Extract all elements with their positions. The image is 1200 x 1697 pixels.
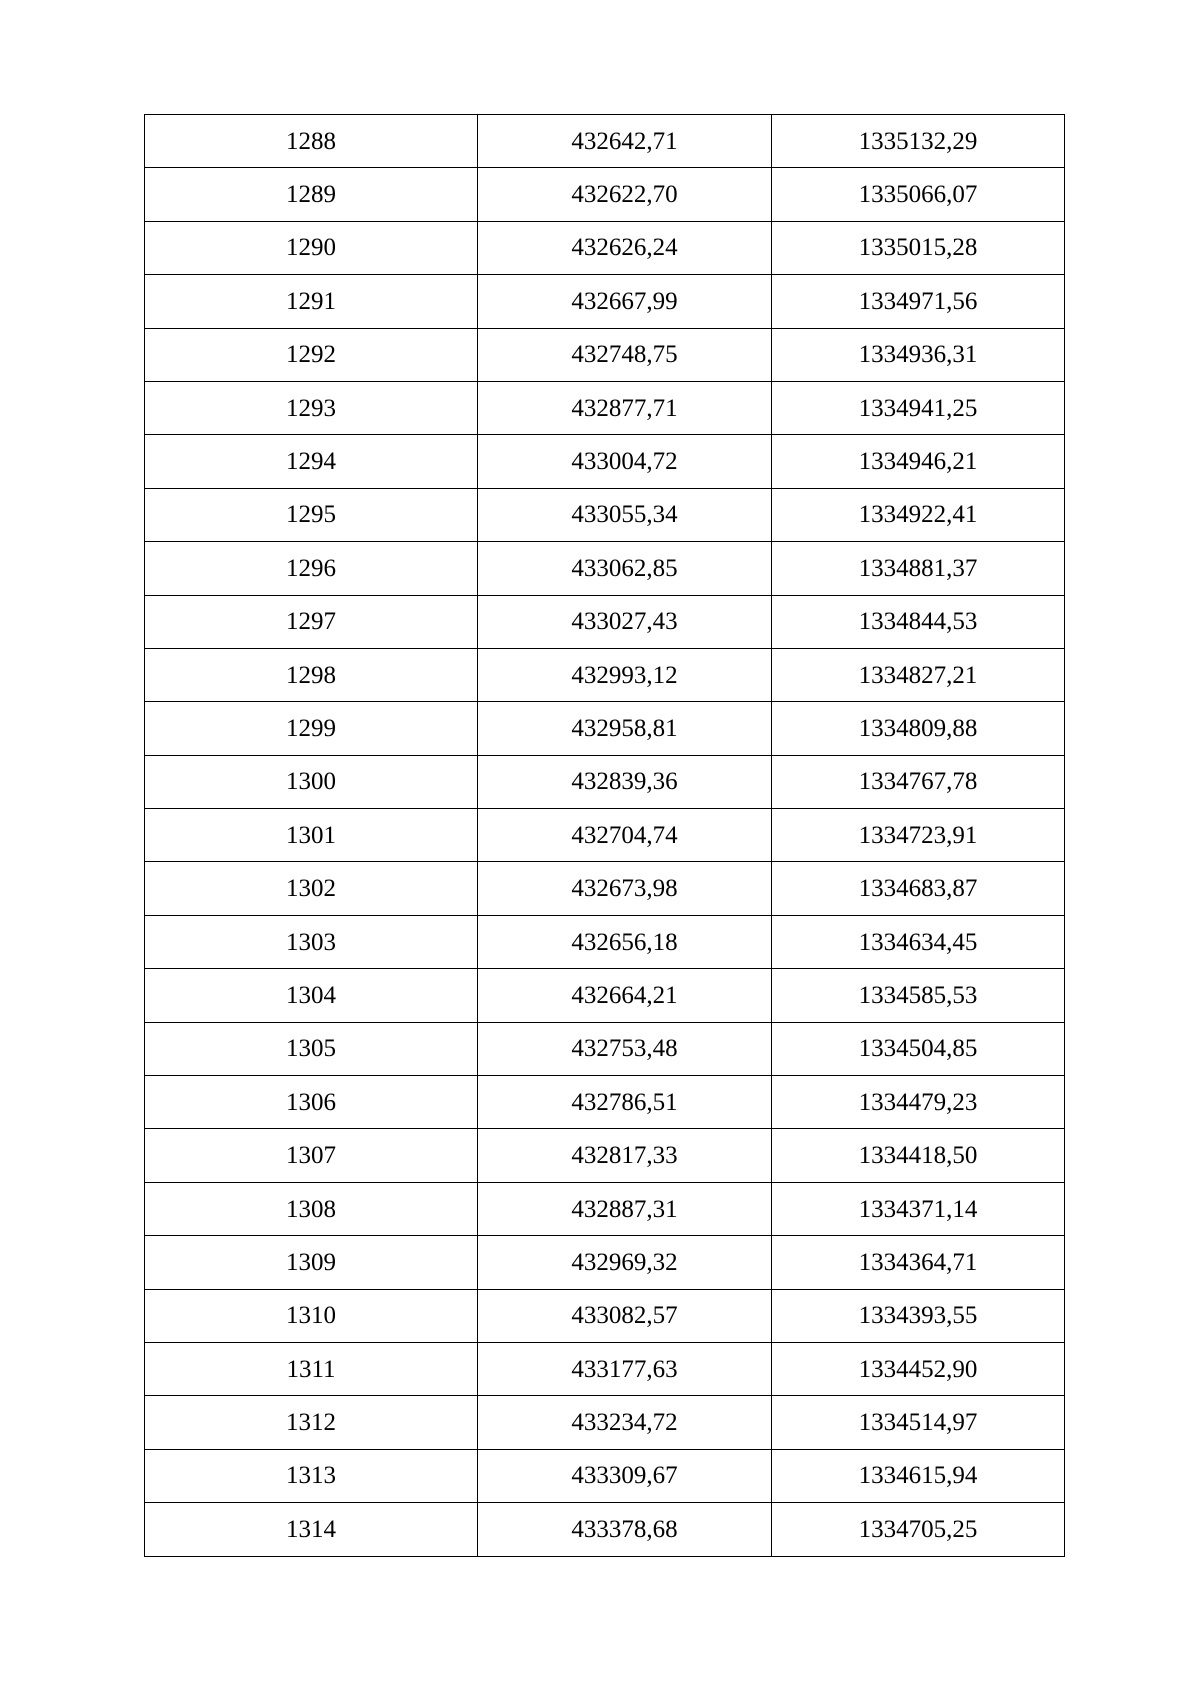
point-number-cell: 1289	[145, 168, 478, 221]
y-coordinate-cell: 1334452,90	[772, 1342, 1065, 1395]
table-row	[145, 1449, 1065, 1502]
x-coordinate-cell: 432622,70	[478, 168, 772, 221]
y-coordinate-cell: 1334371,14	[772, 1182, 1065, 1235]
y-coordinate-cell: 1334827,21	[772, 648, 1065, 701]
y-coordinate-cell: 1334615,94	[772, 1449, 1065, 1502]
y-coordinate-cell: 1334418,50	[772, 1129, 1065, 1182]
x-coordinate-cell: 433062,85	[478, 542, 772, 595]
coordinates-table-body	[145, 115, 1065, 1557]
x-coordinate-cell: 432667,99	[478, 275, 772, 328]
table-row	[145, 1342, 1065, 1395]
point-number-cell: 1303	[145, 915, 478, 968]
point-number-cell: 1305	[145, 1022, 478, 1075]
y-coordinate-cell: 1334941,25	[772, 381, 1065, 434]
coordinates-table	[144, 114, 1065, 1557]
y-coordinate-cell: 1334971,56	[772, 275, 1065, 328]
x-coordinate-cell: 432673,98	[478, 862, 772, 915]
point-number-cell: 1314	[145, 1503, 478, 1556]
x-coordinate-cell: 433234,72	[478, 1396, 772, 1449]
table-row	[145, 168, 1065, 221]
table-row	[145, 1076, 1065, 1129]
point-number-cell: 1288	[145, 115, 478, 168]
table-row	[145, 328, 1065, 381]
x-coordinate-cell: 432887,31	[478, 1182, 772, 1235]
x-coordinate-cell: 433082,57	[478, 1289, 772, 1342]
point-number-cell: 1292	[145, 328, 478, 381]
x-coordinate-cell: 432969,32	[478, 1236, 772, 1289]
x-coordinate-cell: 433177,63	[478, 1342, 772, 1395]
point-number-cell: 1311	[145, 1342, 478, 1395]
point-number-cell: 1304	[145, 969, 478, 1022]
y-coordinate-cell: 1334922,41	[772, 488, 1065, 541]
table-row	[145, 755, 1065, 808]
point-number-cell: 1307	[145, 1129, 478, 1182]
x-coordinate-cell: 432877,71	[478, 381, 772, 434]
table-row	[145, 435, 1065, 488]
x-coordinate-cell: 432817,33	[478, 1129, 772, 1182]
y-coordinate-cell: 1335132,29	[772, 115, 1065, 168]
point-number-cell: 1298	[145, 648, 478, 701]
x-coordinate-cell: 432958,81	[478, 702, 772, 755]
x-coordinate-cell: 433309,67	[478, 1449, 772, 1502]
table-row	[145, 1236, 1065, 1289]
point-number-cell: 1295	[145, 488, 478, 541]
point-number-cell: 1293	[145, 381, 478, 434]
table-row	[145, 488, 1065, 541]
table-row	[145, 1396, 1065, 1449]
point-number-cell: 1308	[145, 1182, 478, 1235]
x-coordinate-cell: 432656,18	[478, 915, 772, 968]
x-coordinate-cell: 432626,24	[478, 221, 772, 274]
table-row	[145, 595, 1065, 648]
y-coordinate-cell: 1334705,25	[772, 1503, 1065, 1556]
y-coordinate-cell: 1335015,28	[772, 221, 1065, 274]
y-coordinate-cell: 1334393,55	[772, 1289, 1065, 1342]
x-coordinate-cell: 432839,36	[478, 755, 772, 808]
y-coordinate-cell: 1334946,21	[772, 435, 1065, 488]
y-coordinate-cell: 1334844,53	[772, 595, 1065, 648]
x-coordinate-cell: 433004,72	[478, 435, 772, 488]
point-number-cell: 1297	[145, 595, 478, 648]
point-number-cell: 1290	[145, 221, 478, 274]
x-coordinate-cell: 432704,74	[478, 809, 772, 862]
table-row	[145, 702, 1065, 755]
y-coordinate-cell: 1335066,07	[772, 168, 1065, 221]
x-coordinate-cell: 432753,48	[478, 1022, 772, 1075]
x-coordinate-cell: 433027,43	[478, 595, 772, 648]
y-coordinate-cell: 1334514,97	[772, 1396, 1065, 1449]
point-number-cell: 1310	[145, 1289, 478, 1342]
table-row	[145, 381, 1065, 434]
x-coordinate-cell: 432642,71	[478, 115, 772, 168]
table-row	[145, 1022, 1065, 1075]
x-coordinate-cell: 432664,21	[478, 969, 772, 1022]
table-row	[145, 221, 1065, 274]
y-coordinate-cell: 1334881,37	[772, 542, 1065, 595]
point-number-cell: 1306	[145, 1076, 478, 1129]
y-coordinate-cell: 1334479,23	[772, 1076, 1065, 1129]
table-row	[145, 969, 1065, 1022]
point-number-cell: 1300	[145, 755, 478, 808]
x-coordinate-cell: 432993,12	[478, 648, 772, 701]
table-row	[145, 915, 1065, 968]
x-coordinate-cell: 433378,68	[478, 1503, 772, 1556]
point-number-cell: 1312	[145, 1396, 478, 1449]
y-coordinate-cell: 1334809,88	[772, 702, 1065, 755]
point-number-cell: 1296	[145, 542, 478, 595]
y-coordinate-cell: 1334683,87	[772, 862, 1065, 915]
table-row	[145, 809, 1065, 862]
y-coordinate-cell: 1334585,53	[772, 969, 1065, 1022]
x-coordinate-cell: 432748,75	[478, 328, 772, 381]
table-row	[145, 1289, 1065, 1342]
table-row	[145, 542, 1065, 595]
point-number-cell: 1301	[145, 809, 478, 862]
table-row	[145, 862, 1065, 915]
y-coordinate-cell: 1334634,45	[772, 915, 1065, 968]
y-coordinate-cell: 1334767,78	[772, 755, 1065, 808]
x-coordinate-cell: 433055,34	[478, 488, 772, 541]
y-coordinate-cell: 1334936,31	[772, 328, 1065, 381]
table-row	[145, 1182, 1065, 1235]
table-row	[145, 115, 1065, 168]
y-coordinate-cell: 1334723,91	[772, 809, 1065, 862]
point-number-cell: 1313	[145, 1449, 478, 1502]
y-coordinate-cell: 1334504,85	[772, 1022, 1065, 1075]
table-row	[145, 1129, 1065, 1182]
table-row	[145, 1503, 1065, 1556]
x-coordinate-cell: 432786,51	[478, 1076, 772, 1129]
table-row	[145, 275, 1065, 328]
point-number-cell: 1294	[145, 435, 478, 488]
point-number-cell: 1291	[145, 275, 478, 328]
table-row	[145, 648, 1065, 701]
point-number-cell: 1302	[145, 862, 478, 915]
y-coordinate-cell: 1334364,71	[772, 1236, 1065, 1289]
point-number-cell: 1309	[145, 1236, 478, 1289]
point-number-cell: 1299	[145, 702, 478, 755]
